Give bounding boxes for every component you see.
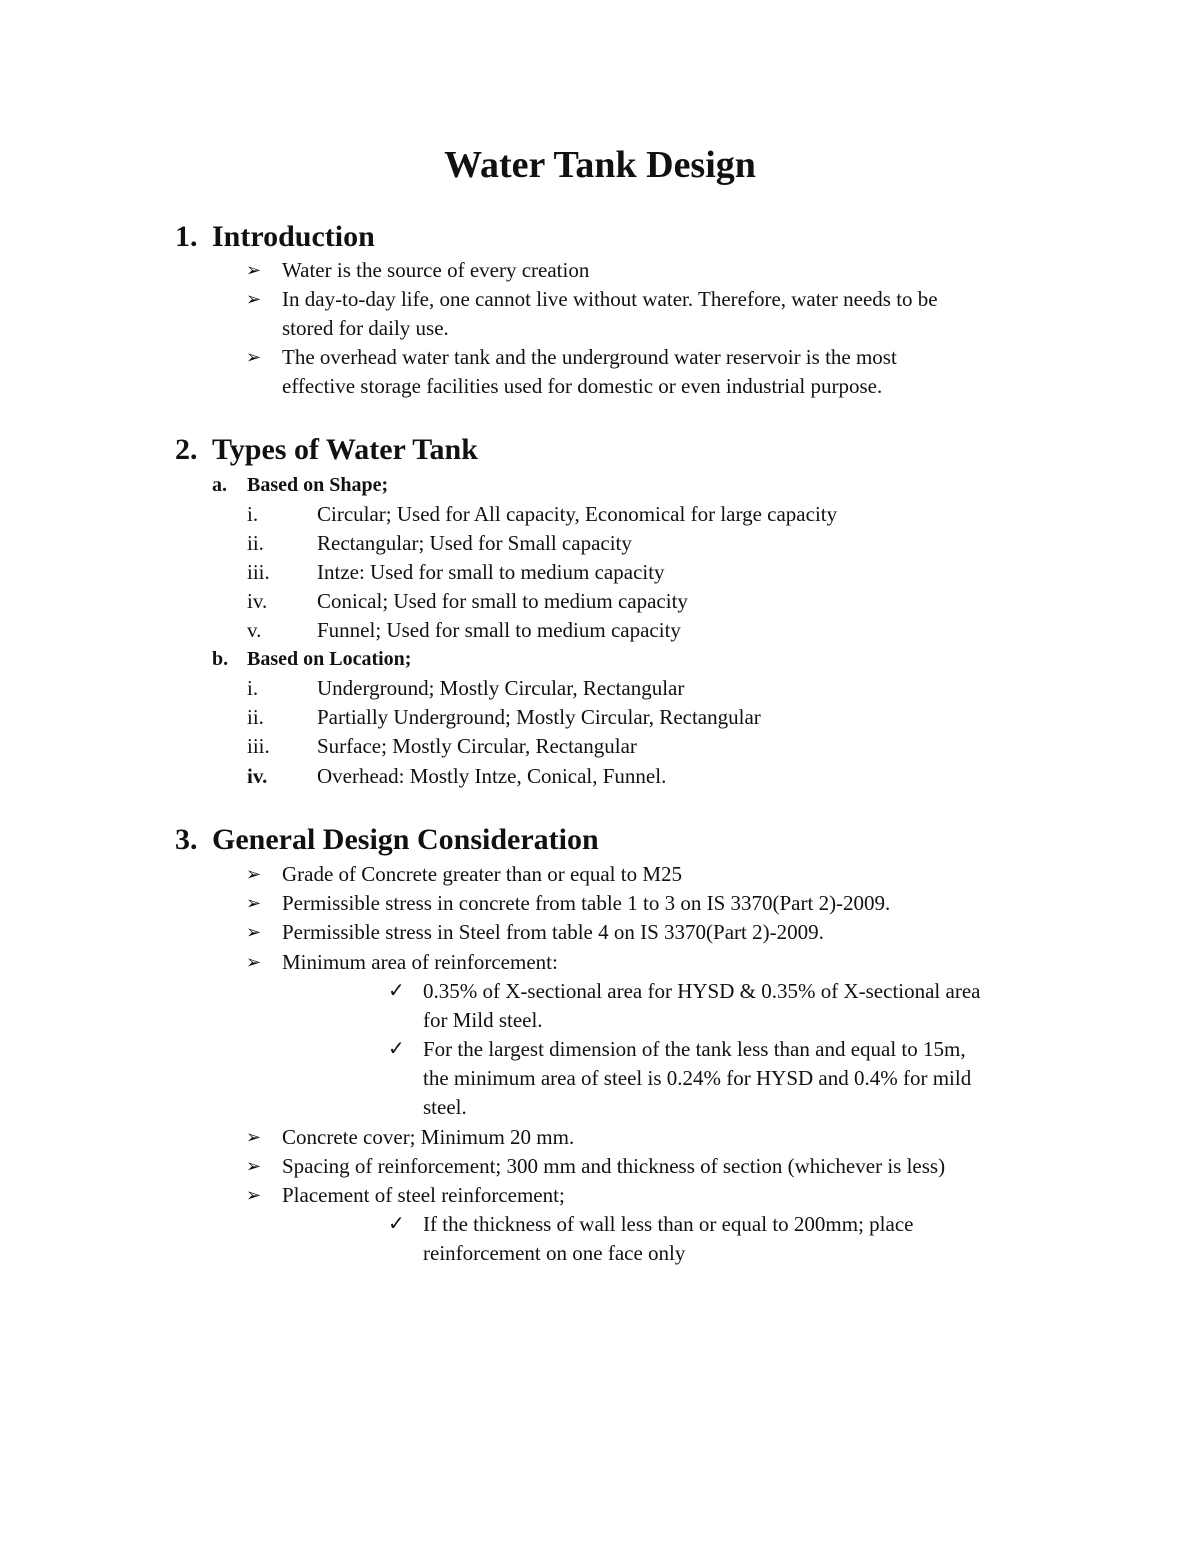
check-item-text-continued: steel. bbox=[423, 1095, 467, 1119]
check-item-text-continued: reinforcement on one face only bbox=[423, 1241, 686, 1265]
list-item: Intze: Used for small to medium capacity bbox=[317, 560, 665, 584]
list-item: Funnel; Used for small to medium capacity bbox=[317, 618, 681, 642]
section-title-general-design: General Design Consideration bbox=[212, 823, 599, 856]
roman-numeral: ii. bbox=[247, 531, 264, 555]
arrow-bullet-icon: ➢ bbox=[246, 922, 262, 942]
bullet-text: Grade of Concrete greater than or equal to M25 bbox=[282, 862, 683, 886]
arrow-bullet-icon: ➢ bbox=[246, 1185, 262, 1205]
document-title: Water Tank Design bbox=[444, 144, 756, 186]
list-item: Underground; Mostly Circular, Rectangular bbox=[317, 676, 685, 700]
list-item: Conical; Used for small to medium capacity bbox=[317, 589, 688, 613]
arrow-bullet-icon: ➢ bbox=[246, 893, 262, 913]
checkmark-icon: ✓ bbox=[388, 1213, 405, 1235]
roman-numeral: iii. bbox=[247, 560, 270, 584]
section-number: 1. bbox=[175, 220, 198, 253]
arrow-bullet-icon: ➢ bbox=[246, 260, 262, 280]
check-item-text-continued: for Mild steel. bbox=[423, 1008, 543, 1032]
check-item-text: 0.35% of X-sectional area for HYSD & 0.35% of X-sectional area bbox=[423, 979, 981, 1003]
list-item: Circular; Used for All capacity, Economical for large capacity bbox=[317, 502, 838, 526]
bullet-text: Minimum area of reinforcement: bbox=[282, 950, 558, 974]
check-item-text: For the largest dimension of the tank less than and equal to 15m, bbox=[423, 1037, 966, 1061]
roman-numeral: i. bbox=[247, 502, 259, 526]
subsection-heading-shape: Based on Shape; bbox=[247, 474, 389, 496]
arrow-bullet-icon: ➢ bbox=[246, 864, 262, 884]
bullet-text: Placement of steel reinforcement; bbox=[282, 1183, 565, 1207]
bullet-text: The overhead water tank and the underground water reservoir is the most bbox=[282, 345, 897, 369]
bullet-text-continued: effective storage facilities used for domestic or even industrial purpose. bbox=[282, 374, 883, 398]
subsection-heading-location: Based on Location; bbox=[247, 648, 412, 670]
check-item-text-continued: the minimum area of steel is 0.24% for HYSD and 0.4% for mild bbox=[423, 1066, 972, 1090]
subsection-marker: b. bbox=[212, 648, 229, 670]
bullet-text: Concrete cover; Minimum 20 mm. bbox=[282, 1125, 575, 1149]
checkmark-icon: ✓ bbox=[388, 980, 405, 1002]
list-item: Partially Underground; Mostly Circular, Rectangular bbox=[317, 705, 761, 729]
section-number: 2. bbox=[175, 433, 198, 466]
section-title-introduction: Introduction bbox=[212, 220, 375, 253]
subsection-marker: a. bbox=[212, 474, 227, 496]
bullet-text-continued: stored for daily use. bbox=[282, 316, 449, 340]
roman-numeral: ii. bbox=[247, 705, 264, 729]
arrow-bullet-icon: ➢ bbox=[246, 1156, 262, 1176]
list-item: Overhead: Mostly Intze, Conical, Funnel. bbox=[317, 764, 667, 788]
roman-numeral: v. bbox=[247, 618, 262, 642]
checkmark-icon: ✓ bbox=[388, 1038, 405, 1060]
bullet-text: In day-to-day life, one cannot live without water. Therefore, water needs to be bbox=[282, 287, 938, 311]
roman-numeral: iv. bbox=[247, 764, 268, 788]
arrow-bullet-icon: ➢ bbox=[246, 289, 262, 309]
list-item: Surface; Mostly Circular, Rectangular bbox=[317, 734, 637, 758]
arrow-bullet-icon: ➢ bbox=[246, 1127, 262, 1147]
roman-numeral: iii. bbox=[247, 734, 270, 758]
list-item: Rectangular; Used for Small capacity bbox=[317, 531, 632, 555]
check-item-text: If the thickness of wall less than or equal to 200mm; place bbox=[423, 1212, 914, 1236]
section-number: 3. bbox=[175, 823, 198, 856]
roman-numeral: i. bbox=[247, 676, 259, 700]
bullet-text: Water is the source of every creation bbox=[282, 258, 590, 282]
section-title-types: Types of Water Tank bbox=[212, 433, 478, 466]
arrow-bullet-icon: ➢ bbox=[246, 347, 262, 367]
bullet-text: Spacing of reinforcement; 300 mm and thickness of section (whichever is less) bbox=[282, 1154, 946, 1178]
arrow-bullet-icon: ➢ bbox=[246, 952, 262, 972]
bullet-text: Permissible stress in concrete from table 1 to 3 on IS 3370(Part 2)-2009. bbox=[282, 891, 891, 915]
roman-numeral: iv. bbox=[247, 589, 268, 613]
bullet-text: Permissible stress in Steel from table 4 on IS 3370(Part 2)-2009. bbox=[282, 920, 824, 944]
